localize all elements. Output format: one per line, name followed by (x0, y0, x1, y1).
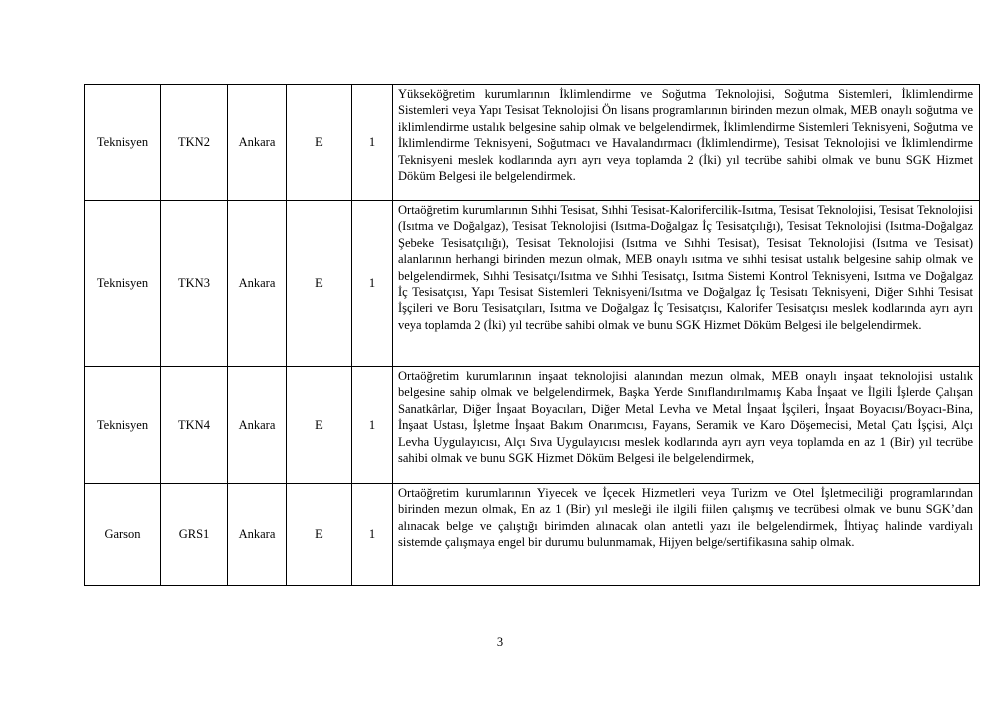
position-title-cell: Teknisyen (85, 367, 161, 484)
requirements-cell: Ortaöğretim kurumlarının inşaat teknolojisi alanından mezun olmak, MEB onaylı inşaat teknolojisi ustalık belgesine sahip olmak ve belgelendirmek, Başka Yerde Sınıflandırılmamış Kaba İnşaat ve İlgili İşlerde Çalışan Sanatkârlar, Diğer İnşaat Boyacıları, Diğer Metal Levha ve Metal İnşaat İşçileri, İnşaat Boyacısı/Boyacı-Bina, İnşaat Ustası, İşletme İnşaat Bakım Onarımcısı, Fayans, Seramik ve Karo Döşemecisi, Metal Çatı İşçisi, Alçı Levha Uygulayıcısı, Alçı Sıva Uygulayıcısı meslek kodlarında ayrı ayrı veya toplamda en az 1 (Bir) yıl tecrübe sahibi olmak ve bunu SGK Hizmet Döküm Belgesi ile belgelendirmek, (393, 367, 980, 484)
gender-cell: E (287, 201, 352, 367)
city-cell: Ankara (228, 484, 287, 586)
table-row (85, 367, 980, 484)
city-cell: Ankara (228, 201, 287, 367)
requirements-cell: Ortaöğretim kurumlarının Yiyecek ve İçecek Hizmetleri veya Turizm ve Otel İşletmeciliği programlarından birinden mezun olmak, En az 1 (Bir) yıl mesleği ile ilgili fiilen çalışmış ve tecrübesi olmak ve bunu SGK’dan alınacak belge ve çalıştığı birimden alınacak olan antetli yazı ile belgelendirmek, İhtiyaç halinde vardiyalı sistemde çalışmaya engel bir durumu bulunmamak, Hijyen belge/sertifikasına sahip olmak. (393, 484, 980, 586)
count-cell: 1 (352, 85, 393, 201)
requirements-cell: Ortaöğretim kurumlarının Sıhhi Tesisat, Sıhhi Tesisat-Kalorifercilik-Isıtma, Tesisat Teknolojisi, Tesisat Teknolojisi (Isıtma ve Doğalgaz), Tesisat Teknolojisi (Isıtma-Doğalgaz İç Tesisatçılığı), Tesisat Teknolojisi (Isıtma-Doğalgaz Şebeke Tesisatçılığı), Tesisat Teknolojisi (Isıtma ve Sıhhi Tesisat), Tesisat Teknolojisi (Isıtma ve Tesisat) alanlarının herhangi birinden mezun olmak, MEB onaylı ısıtma ve sıhhi tesisat ustalık belgesine sahip olmak ve belgelendirmek, Sıhhi Tesisatçı/Isıtma ve Sıhhi Tesisatçı, Isıtma Sistemi Kontrol Teknisyeni, Isıtma ve Doğalgaz İç Tesisatçısı, Yapı Tesisat Sistemleri Teknisyeni/Isıtma ve Doğalgaz İç Tesisatı Teknisyeni, Diğer Sıhhi Tesisat İşçileri ve Boru Tesisatçıları, Isıtma ve Doğalgaz İç Tesisatçısı, Kalorifer Tesisatçısı meslek kodlarında ayrı ayrı veya toplamda 2 (İki) yıl tecrübe sahibi olmak ve bunu SGK Hizmet Döküm Belgesi ile belgelendirmek. (393, 201, 980, 367)
job-requirements-table (84, 84, 980, 586)
city-cell: Ankara (228, 85, 287, 201)
position-code-cell: TKN4 (161, 367, 228, 484)
gender-cell: E (287, 367, 352, 484)
city-cell: Ankara (228, 367, 287, 484)
count-cell: 1 (352, 484, 393, 586)
gender-cell: E (287, 484, 352, 586)
count-cell: 1 (352, 367, 393, 484)
table-row (85, 85, 980, 201)
count-cell: 1 (352, 201, 393, 367)
position-title-cell: Garson (85, 484, 161, 586)
position-title-cell: Teknisyen (85, 201, 161, 367)
gender-cell: E (287, 85, 352, 201)
table-row (85, 484, 980, 586)
position-code-cell: TKN3 (161, 201, 228, 367)
table-row (85, 201, 980, 367)
position-code-cell: TKN2 (161, 85, 228, 201)
page-number: 3 (496, 635, 504, 649)
position-title-cell: Teknisyen (85, 85, 161, 201)
position-code-cell: GRS1 (161, 484, 228, 586)
requirements-cell: Yükseköğretim kurumlarının İklimlendirme ve Soğutma Teknolojisi, Soğutma Sistemleri, İklimlendirme Sistemleri veya Yapı Tesisat Teknolojisi Ön lisans programlarının birinden mezun olmak, MEB onaylı soğutma ve iklimlendirme ustalık belgesine sahip olmak ve belgelendirmek, İklimlendirme Sistemleri Teknisyeni, Soğutma ve İklimlendirme Teknisyeni, Soğutmacı ve Havalandırmacı (İklimlendirme), Tesisat Teknolojisi ve İklimlendirme Teknisyeni meslek kodlarında ayrı ayrı veya toplamda 2 (İki) yıl tecrübe sahibi olmak ve bunu SGK Hizmet Döküm Belgesi ile belgelendirmek. (393, 85, 980, 201)
